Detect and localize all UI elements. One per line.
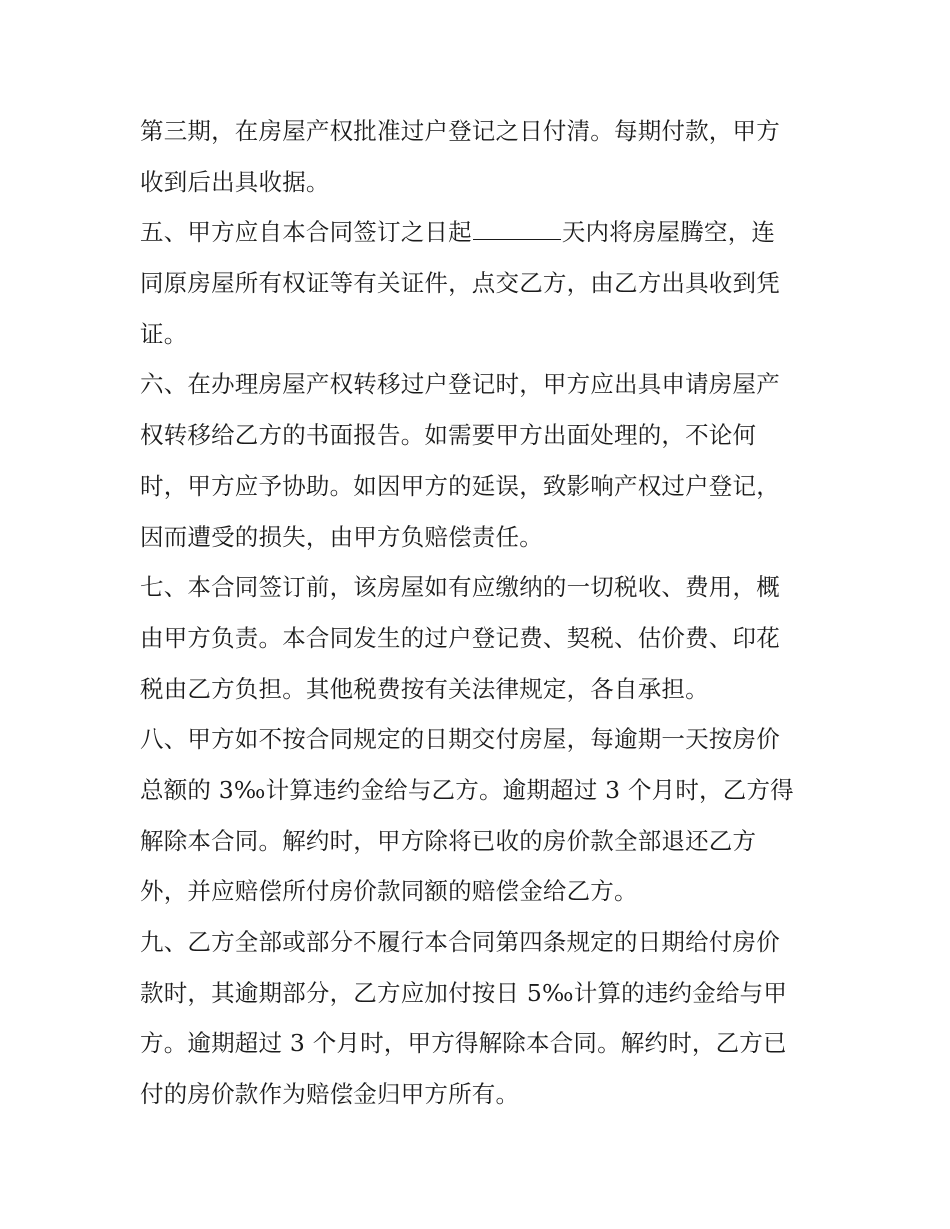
text-line-with-blank <box>140 207 820 258</box>
text-line: 总额的 3‰计算违约金给与乙方。逾期超过 3 个月时，乙方得 <box>140 775 794 804</box>
text-line: 第三期，在房屋产权批准过户登记之日付清。每期付款，甲方 <box>140 117 780 145</box>
document-page <box>140 106 820 1120</box>
text-line: 九、乙方全部或部分不履行本合同第四条规定的日期给付房价 <box>140 928 780 956</box>
text-line: 付的房价款作为赔偿金归甲方所有。 <box>140 1080 520 1109</box>
text-line: 时，甲方应予协助。如因甲方的延误，致影响产权过户登记， <box>140 471 780 500</box>
text-line: 款时，其逾期部分，乙方应加付按日 5‰计算的违约金给与甲 <box>140 978 788 1007</box>
text-line: 权转移给乙方的书面报告。如需要甲方出面处理的，不论何 <box>140 421 757 450</box>
text-line: 八、甲方如不按合同规定的日期交付房屋，每逾期一天按房价 <box>140 725 780 754</box>
text-line: 因而遭受的损失，由甲方负赔偿责任。 <box>140 522 543 551</box>
text-line: 解除本合同。解约时，甲方除将已收的房价款全部退还乙方 <box>140 826 757 855</box>
text-line: 外，并应赔偿所付房价款同额的赔偿金给乙方。 <box>140 877 638 906</box>
text-segment: 五、甲方应自本合同签订之日起 <box>140 218 472 247</box>
text-line: 税由乙方负担。其他税费按有关法律规定，各自承担。 <box>140 674 709 703</box>
text-line: 证。 <box>140 319 188 348</box>
text-line: 同原房屋所有权证等有关证件，点交乙方，由乙方出具收到凭 <box>140 269 780 298</box>
text-line: 由甲方负责。本合同发生的过户登记费、契税、估价费、印花 <box>140 623 780 652</box>
fill-in-blank <box>473 213 561 240</box>
text-line: 六、在办理房屋产权转移过户登记时，甲方应出具申请房屋产 <box>140 370 780 399</box>
text-line: 方。逾期超过 3 个月时，甲方得解除本合同。解约时，乙方已 <box>140 1029 787 1058</box>
text-line: 收到后出具收据。 <box>140 167 330 196</box>
text-line: 七、本合同签订前，该房屋如有应缴纳的一切税收、费用，概 <box>140 573 780 602</box>
text-segment: 天内将房屋腾空，连 <box>561 218 776 247</box>
